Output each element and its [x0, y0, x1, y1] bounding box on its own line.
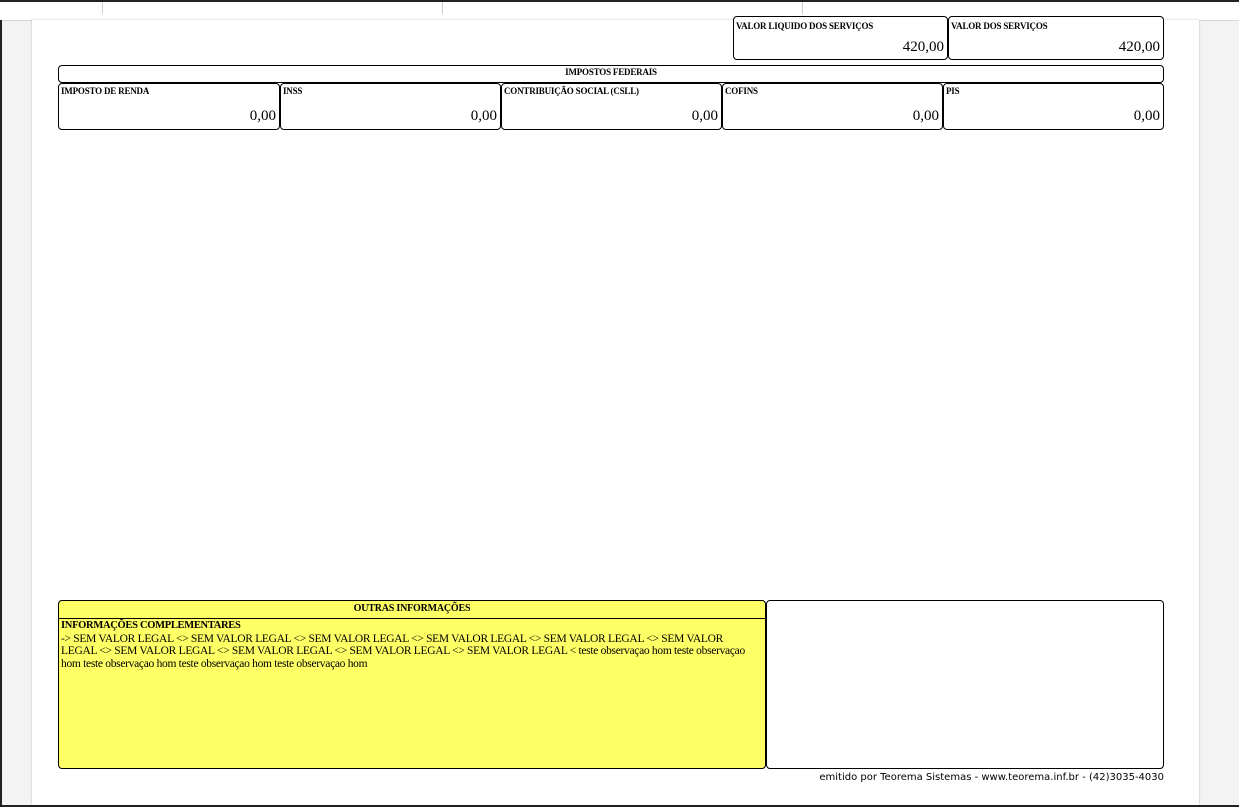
toolbar-divider [802, 0, 803, 14]
toolbar-divider [442, 0, 443, 14]
valor-liquido-label: VALOR LIQUIDO DOS SERVIÇOS [736, 21, 874, 31]
csll-label: CONTRIBUIÇÃO SOCIAL (CSLL) [504, 86, 639, 96]
outras-informacoes-box [58, 600, 766, 769]
outras-informacoes-title: OUTRAS INFORMAÇÕES [353, 603, 471, 614]
valor-servicos-box [948, 16, 1164, 60]
toolbar-divider [102, 0, 103, 14]
informacoes-complementares-label: INFORMAÇÕES COMPLEMENTARES [61, 620, 241, 631]
imposto-renda-value: 0,00 [249, 108, 276, 124]
informacoes-complementares-text: -> SEM VALOR LEGAL <> SEM VALOR LEGAL <> SEM VALOR LEGAL <> SEM VALOR LEGAL <> SEM VALOR LEGAL <> SEM VALOR LEGAL <> SEM VALOR LEGAL <> SEM VALOR LEGAL <> SEM VALOR LEGAL <> SEM VALOR LEGAL < teste observaçao hom teste observaçao hom teste observaçao hom teste observaçao hom teste observaçao hom [61, 632, 745, 670]
csll-value: 0,00 [691, 108, 718, 124]
pis-box [943, 83, 1164, 130]
outras-informacoes-header [59, 601, 765, 619]
reserved-box [766, 600, 1164, 769]
cofins-box [722, 83, 943, 130]
impostos-federais-header [58, 65, 1164, 83]
pis-label: PIS [946, 86, 960, 96]
cofins-label: COFINS [725, 86, 758, 96]
csll-box [501, 83, 722, 130]
informacoes-complementares [61, 620, 761, 670]
inss-value: 0,00 [470, 108, 497, 124]
window-border-left [0, 20, 2, 807]
imposto-renda-label: IMPOSTO DE RENDA [61, 86, 150, 96]
window-border-top [0, 0, 1239, 2]
document-page [32, 20, 1199, 805]
inss-label: INSS [283, 86, 303, 96]
valor-servicos-value: 420,00 [1118, 39, 1160, 55]
valor-servicos-label: VALOR DOS SERVIÇOS [951, 21, 1048, 31]
footer-credit: emitido por Teorema Sistemas - www.teorema.inf.br - (42)3035-4030 [819, 772, 1164, 783]
valor-liquido-value: 420,00 [902, 39, 944, 55]
imposto-renda-box [58, 83, 280, 130]
impostos-federais-title: IMPOSTOS FEDERAIS [565, 67, 657, 77]
valor-liquido-box [733, 16, 948, 60]
pis-value: 0,00 [1133, 108, 1160, 124]
cofins-value: 0,00 [912, 108, 939, 124]
inss-box [280, 83, 501, 130]
